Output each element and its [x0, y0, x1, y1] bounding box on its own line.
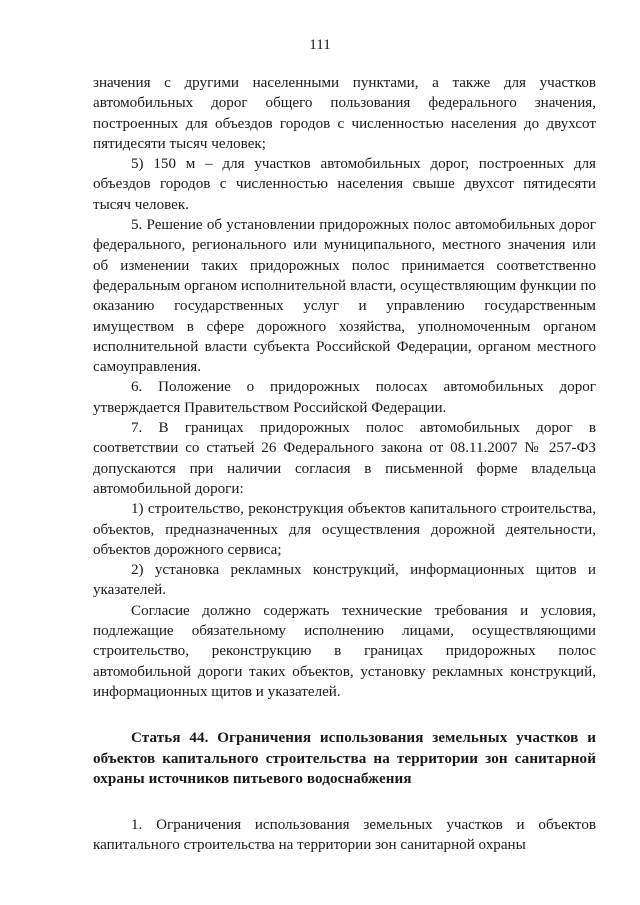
- section-spacer: [93, 789, 596, 815]
- paragraph: 5. Решение об установлении придорожных полос автомобильных дорог федерального, регионального или муниципального, местного значения или об изменении таких придорожных полос принимается соответственно федеральным органом исполнительной власти, осуществляющим функции по оказанию государственных услуг и управлению государственным имуществом в сфере дорожного хозяйства, уполномоченным органом исполнительной власти субъекта Российской Федерации, органом местного самоуправления.: [93, 217, 596, 376]
- paragraph: 1. Ограничения использования земельных участков и объектов капитального строительства на территории зон санитарной охраны: [93, 817, 596, 854]
- article-heading: Статья 44. Ограничения использования земельных участков и объектов капитального строительства на территории зон санитарной охраны источников питьевого водоснабжения: [93, 730, 596, 787]
- page-number: 111: [309, 37, 331, 53]
- paragraph: 2) установка рекламных конструкций, информационных щитов и указателей.: [93, 562, 596, 599]
- document-body: [93, 73, 596, 856]
- paragraph: 5) 150 м – для участков автомобильных дорог, построенных для объездов городов с численностью населения свыше двухсот пятидесяти тысяч человек.: [93, 156, 596, 213]
- paragraph: значения с другими населенными пунктами, а также для участков автомобильных дорог общего пользования федерального значения, построенных для объездов городов с численностью населения до двухсот пятидесяти тысяч человек;: [93, 75, 596, 152]
- paragraph: 6. Положение о придорожных полосах автомобильных дорог утверждается Правительством Российской Федерации.: [93, 379, 596, 416]
- paragraph: 7. В границах придорожных полос автомобильных дорог в соответствии со статьей 26 Федерального закона от 08.11.2007 № 257-ФЗ допускаются при наличии согласия в письменной форме владельца автомобильной дороги:: [93, 420, 596, 497]
- paragraph: Согласие должно содержать технические требования и условия, подлежащие обязательному исполнению лицами, осуществляющими строительство, реконструкцию в границах придорожных полос автомобильной дороги таких объектов, установку рекламных конструкций, информационных щитов и указателей.: [93, 602, 596, 700]
- paragraph: 1) строительство, реконструкция объектов капитального строительства, объектов, предназначенных для осуществления дорожной деятельности, объектов дорожного сервиса;: [93, 501, 596, 558]
